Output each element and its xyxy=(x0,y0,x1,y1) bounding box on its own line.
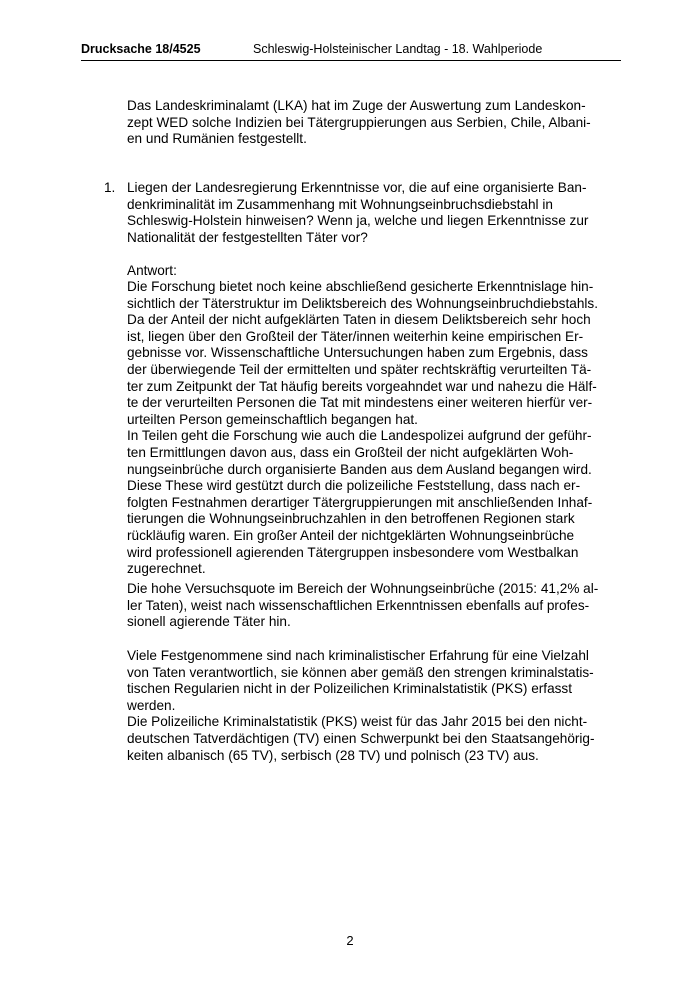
text-line: sionell agierende Täter hin. xyxy=(127,614,291,630)
text-line: te der verurteilten Personen die Tat mit mindestens einer weiteren hierfür ver- xyxy=(127,395,593,411)
text-line: folgten Festnahmen derartiger Tätergruppierungen mit anschließenden Inhaf- xyxy=(127,494,593,510)
text-line: ten Ermittlungen davon aus, dass ein Großteil der nicht aufgeklärten Woh- xyxy=(127,444,574,460)
text-line: von Taten verantwortlich, sie können aber gemäß den strengen kriminalstatis- xyxy=(127,664,594,680)
text-line: Diese These wird gestützt durch die polizeiliche Feststellung, dass nach er- xyxy=(127,478,581,494)
text-line: Nationalität der festgestellten Täter vor? xyxy=(127,229,368,245)
text-line: ter zum Zeitpunkt der Tat häufig bereits vorgeahndet war und nahezu die Hälf- xyxy=(127,378,597,394)
text-line: urteilten Person gemeinschaftlich begangen hat. xyxy=(127,411,418,427)
text-line: tischen Regularien nicht in der Polizeilichen Kriminalstatistik (PKS) erfasst xyxy=(127,681,573,697)
text-line: denkriminalität im Zusammenhang mit Wohnungseinbruchsdiebstahl in xyxy=(127,196,553,212)
answer-paragraph-3 xyxy=(127,648,595,764)
text-line: werden. xyxy=(127,697,176,713)
text-line: nungseinbrüche durch organisierte Banden aus dem Ausland begangen wird. xyxy=(127,461,592,477)
text-line: ler Taten), weist nach wissenschaftlichen Erkenntnissen ebenfalls auf profes- xyxy=(127,597,590,613)
answer-paragraph-1 xyxy=(127,279,598,578)
text-line: In Teilen geht die Forschung wie auch die Landespolizei aufgrund der geführ- xyxy=(127,428,592,444)
document-number: Drucksache 18/4525 xyxy=(81,42,201,56)
question-text xyxy=(127,180,588,246)
text-line: sichtlich der Täterstruktur im Deliktsbereich des Wohnungseinbruchdiebstahls. xyxy=(127,295,598,311)
text-line: Das Landeskriminalamt (LKA) hat im Zuge der Auswertung zum Landeskon- xyxy=(127,98,586,113)
answer-heading: Antwort: xyxy=(127,263,177,278)
text-line: gebnisse vor. Wissenschaftliche Untersuchungen haben zum Ergebnis, dass xyxy=(127,345,588,361)
text-line: der überwiegende Teil der ermittelten und später rechtskräftig verurteilten Tä- xyxy=(127,361,592,377)
text-line: Viele Festgenommene sind nach kriminalistischer Erfahrung für eine Vielzahl xyxy=(127,648,589,663)
text-line: wird professionell agierenden Tätergruppen insbesondere vom Westbalkan xyxy=(127,544,579,560)
text-line: zept WED solche Indizien bei Tätergruppierungen aus Serbien, Chile, Albani- xyxy=(127,114,591,130)
text-line: ist, liegen über den Großteil der Täter/innen weiterhin keine empirischen Er- xyxy=(127,328,584,344)
text-line: Liegen der Landesregierung Erkenntnisse vor, die auf eine organisierte Ban- xyxy=(127,180,587,195)
page-header xyxy=(81,32,621,61)
text-line: en und Rumänien festgestellt. xyxy=(127,131,307,147)
question-number: 1. xyxy=(104,180,116,195)
text-line: Die Forschung bietet noch keine abschließend gesicherte Erkenntnislage hin- xyxy=(127,279,594,294)
text-line: Die Polizeiliche Kriminalstatistik (PKS) weist für das Jahr 2015 bei den nicht- xyxy=(127,714,588,730)
intro-paragraph xyxy=(127,98,591,148)
text-line: Die hohe Versuchsquote im Bereich der Wohnungseinbrüche (2015: 41,2% al- xyxy=(127,581,599,596)
text-line: keiten albanisch (65 TV), serbisch (28 TV) und polnisch (23 TV) aus. xyxy=(127,747,539,763)
text-line: deutschen Tatverdächtigen (TV) einen Schwerpunkt bei den Staatsangehörig- xyxy=(127,730,595,746)
text-line: Da der Anteil der nicht aufgeklärten Taten in diesem Deliktsbereich sehr hoch xyxy=(127,312,591,328)
answer-paragraph-2 xyxy=(127,581,598,631)
page-number: 2 xyxy=(346,933,354,948)
text-line: Schleswig-Holstein hinweisen? Wenn ja, welche und liegen Erkenntnisse zur xyxy=(127,213,589,229)
text-line: tierungen die Wohnungseinbruchzahlen in den betroffenen Regionen stark xyxy=(127,511,575,527)
text-line: zugerechnet. xyxy=(127,561,206,577)
answer-label xyxy=(127,263,177,280)
text-line: rückläufig waren. Ein großer Anteil der nichtgeklärten Wohnungseinbrüche xyxy=(127,527,575,543)
parliament-title: Schleswig-Holsteinischer Landtag - 18. Wahlperiode xyxy=(253,42,543,56)
